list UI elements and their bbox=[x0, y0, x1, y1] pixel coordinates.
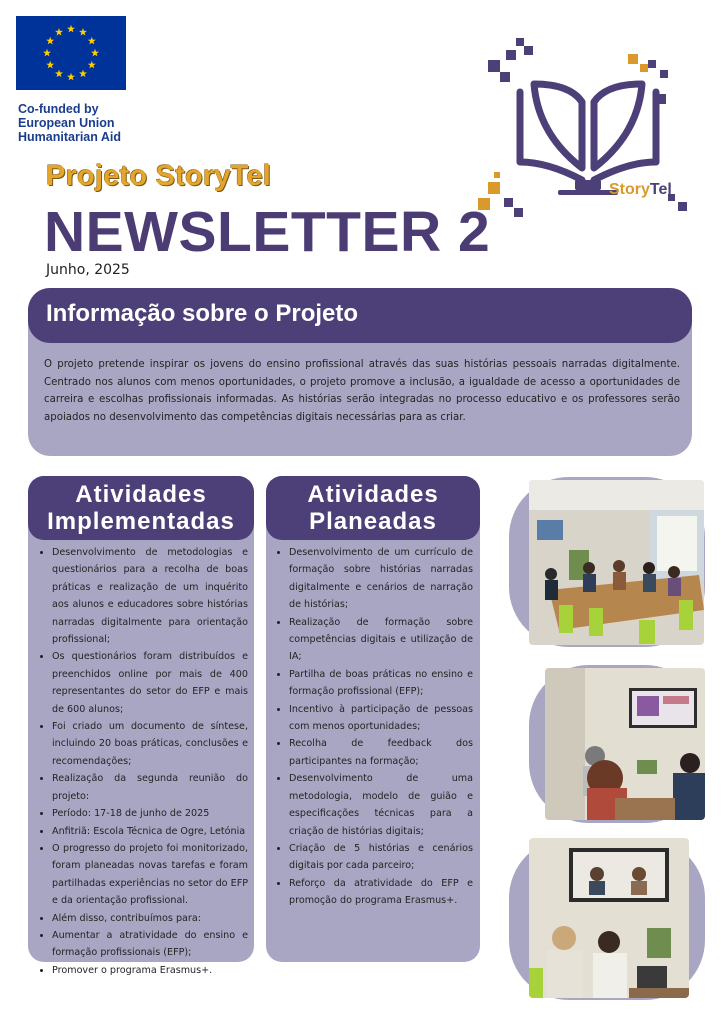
eu-line: Co-funded by bbox=[18, 102, 99, 116]
list-item: • Realização de formação sobre competências digitais e utilização de IA; bbox=[289, 614, 473, 666]
list-item: • Promover o programa Erasmus+. bbox=[52, 962, 248, 979]
book-logo-icon bbox=[478, 34, 700, 220]
list-item: • Período: 17-18 de junho de 2025 bbox=[52, 805, 248, 822]
list-item: • O progresso do projeto foi monitorizado, foram planeadas novas tarefas e foram partilhadas experiências no setor do EFP e da orientação profissional. bbox=[52, 840, 248, 910]
eu-cofunded-label bbox=[18, 102, 148, 144]
list-item: • Além disso, contribuímos para: bbox=[52, 910, 248, 927]
implemented-header bbox=[28, 476, 254, 540]
list-item: • Desenvolvimento de metodologias e questionários para a recolha de boas práticas e realização de um inquérito aos alunos e educadores sobre histórias narradas digitalmente para orientação profissional; bbox=[52, 544, 248, 648]
planned-header bbox=[266, 476, 480, 540]
info-text: O projeto pretende inspirar os jovens do ensino profissional através das suas histórias pessoais narradas digitalmente. Centrado nos alunos com menos oportunidades, o projeto promove a inclusão, a igualdade de acesso a oportunidades de carreira e escolhas profissionais informadas. As histórias serão integradas no processo educativo e os professores serão apoiados no desenvolvimento das competências digitais necessárias para as criar. bbox=[44, 359, 680, 423]
list-item: • Foi criado um documento de síntese, incluindo 20 boas práticas, conclusões e recomendações; bbox=[52, 718, 248, 770]
list-item: • Os questionários foram distribuídos e preenchidos online por mais de 400 representantes do setor do EFP e mais de 600 alunos; bbox=[52, 648, 248, 718]
planned-title-line: Planeadas bbox=[309, 508, 437, 535]
list-item: • Recolha de feedback dos participantes na formação; bbox=[289, 735, 473, 770]
list-item: • Criação de 5 histórias e cenários digitais por cada parceiro; bbox=[289, 840, 473, 875]
implemented-title-line: Implementadas bbox=[47, 508, 235, 535]
planned-title-line: Atividades bbox=[307, 481, 439, 508]
list-item: • Desenvolvimento de um currículo de formação sobre histórias narradas digitalmente e cenários de narração de histórias; bbox=[289, 544, 473, 614]
eu-line: Humanitarian Aid bbox=[18, 130, 122, 144]
list-item: • Anfitriã: Escola Técnica de Ogre, Letónia bbox=[52, 823, 248, 840]
list-item: • Incentivo à participação de pessoas com menos oportunidades; bbox=[289, 701, 473, 736]
eu-flag-icon bbox=[16, 16, 126, 90]
info-title: Informação sobre o Projeto bbox=[46, 300, 359, 327]
planned-list bbox=[273, 544, 473, 910]
meeting-photo bbox=[529, 480, 704, 645]
list-item: • Partilha de boas práticas no ensino e formação profissional (EFP); bbox=[289, 666, 473, 701]
svg-text:StoryTel: StoryTel bbox=[609, 181, 672, 198]
implemented-list bbox=[36, 544, 248, 979]
newsletter-date: Junho, 2025 bbox=[46, 262, 130, 278]
newsletter-title: NEWSLETTER 2 bbox=[44, 200, 491, 264]
eu-line: European Union bbox=[18, 116, 115, 130]
project-title: Projeto StoryTel bbox=[46, 160, 272, 192]
implemented-title-line: Atividades bbox=[75, 481, 207, 508]
list-item: • Realização da segunda reunião do projeto: bbox=[52, 770, 248, 805]
presentation-photo bbox=[545, 668, 705, 820]
videocall-photo bbox=[529, 838, 689, 998]
list-item: • Reforço da atratividade do EFP e promoção do programa Erasmus+. bbox=[289, 875, 473, 910]
list-item: • Aumentar a atratividade do ensino e formação profissionais (EFP); bbox=[52, 927, 248, 962]
list-item: • Desenvolvimento de uma metodologia, modelo de guião e especificações técnicas para a criação de histórias digitais; bbox=[289, 770, 473, 840]
